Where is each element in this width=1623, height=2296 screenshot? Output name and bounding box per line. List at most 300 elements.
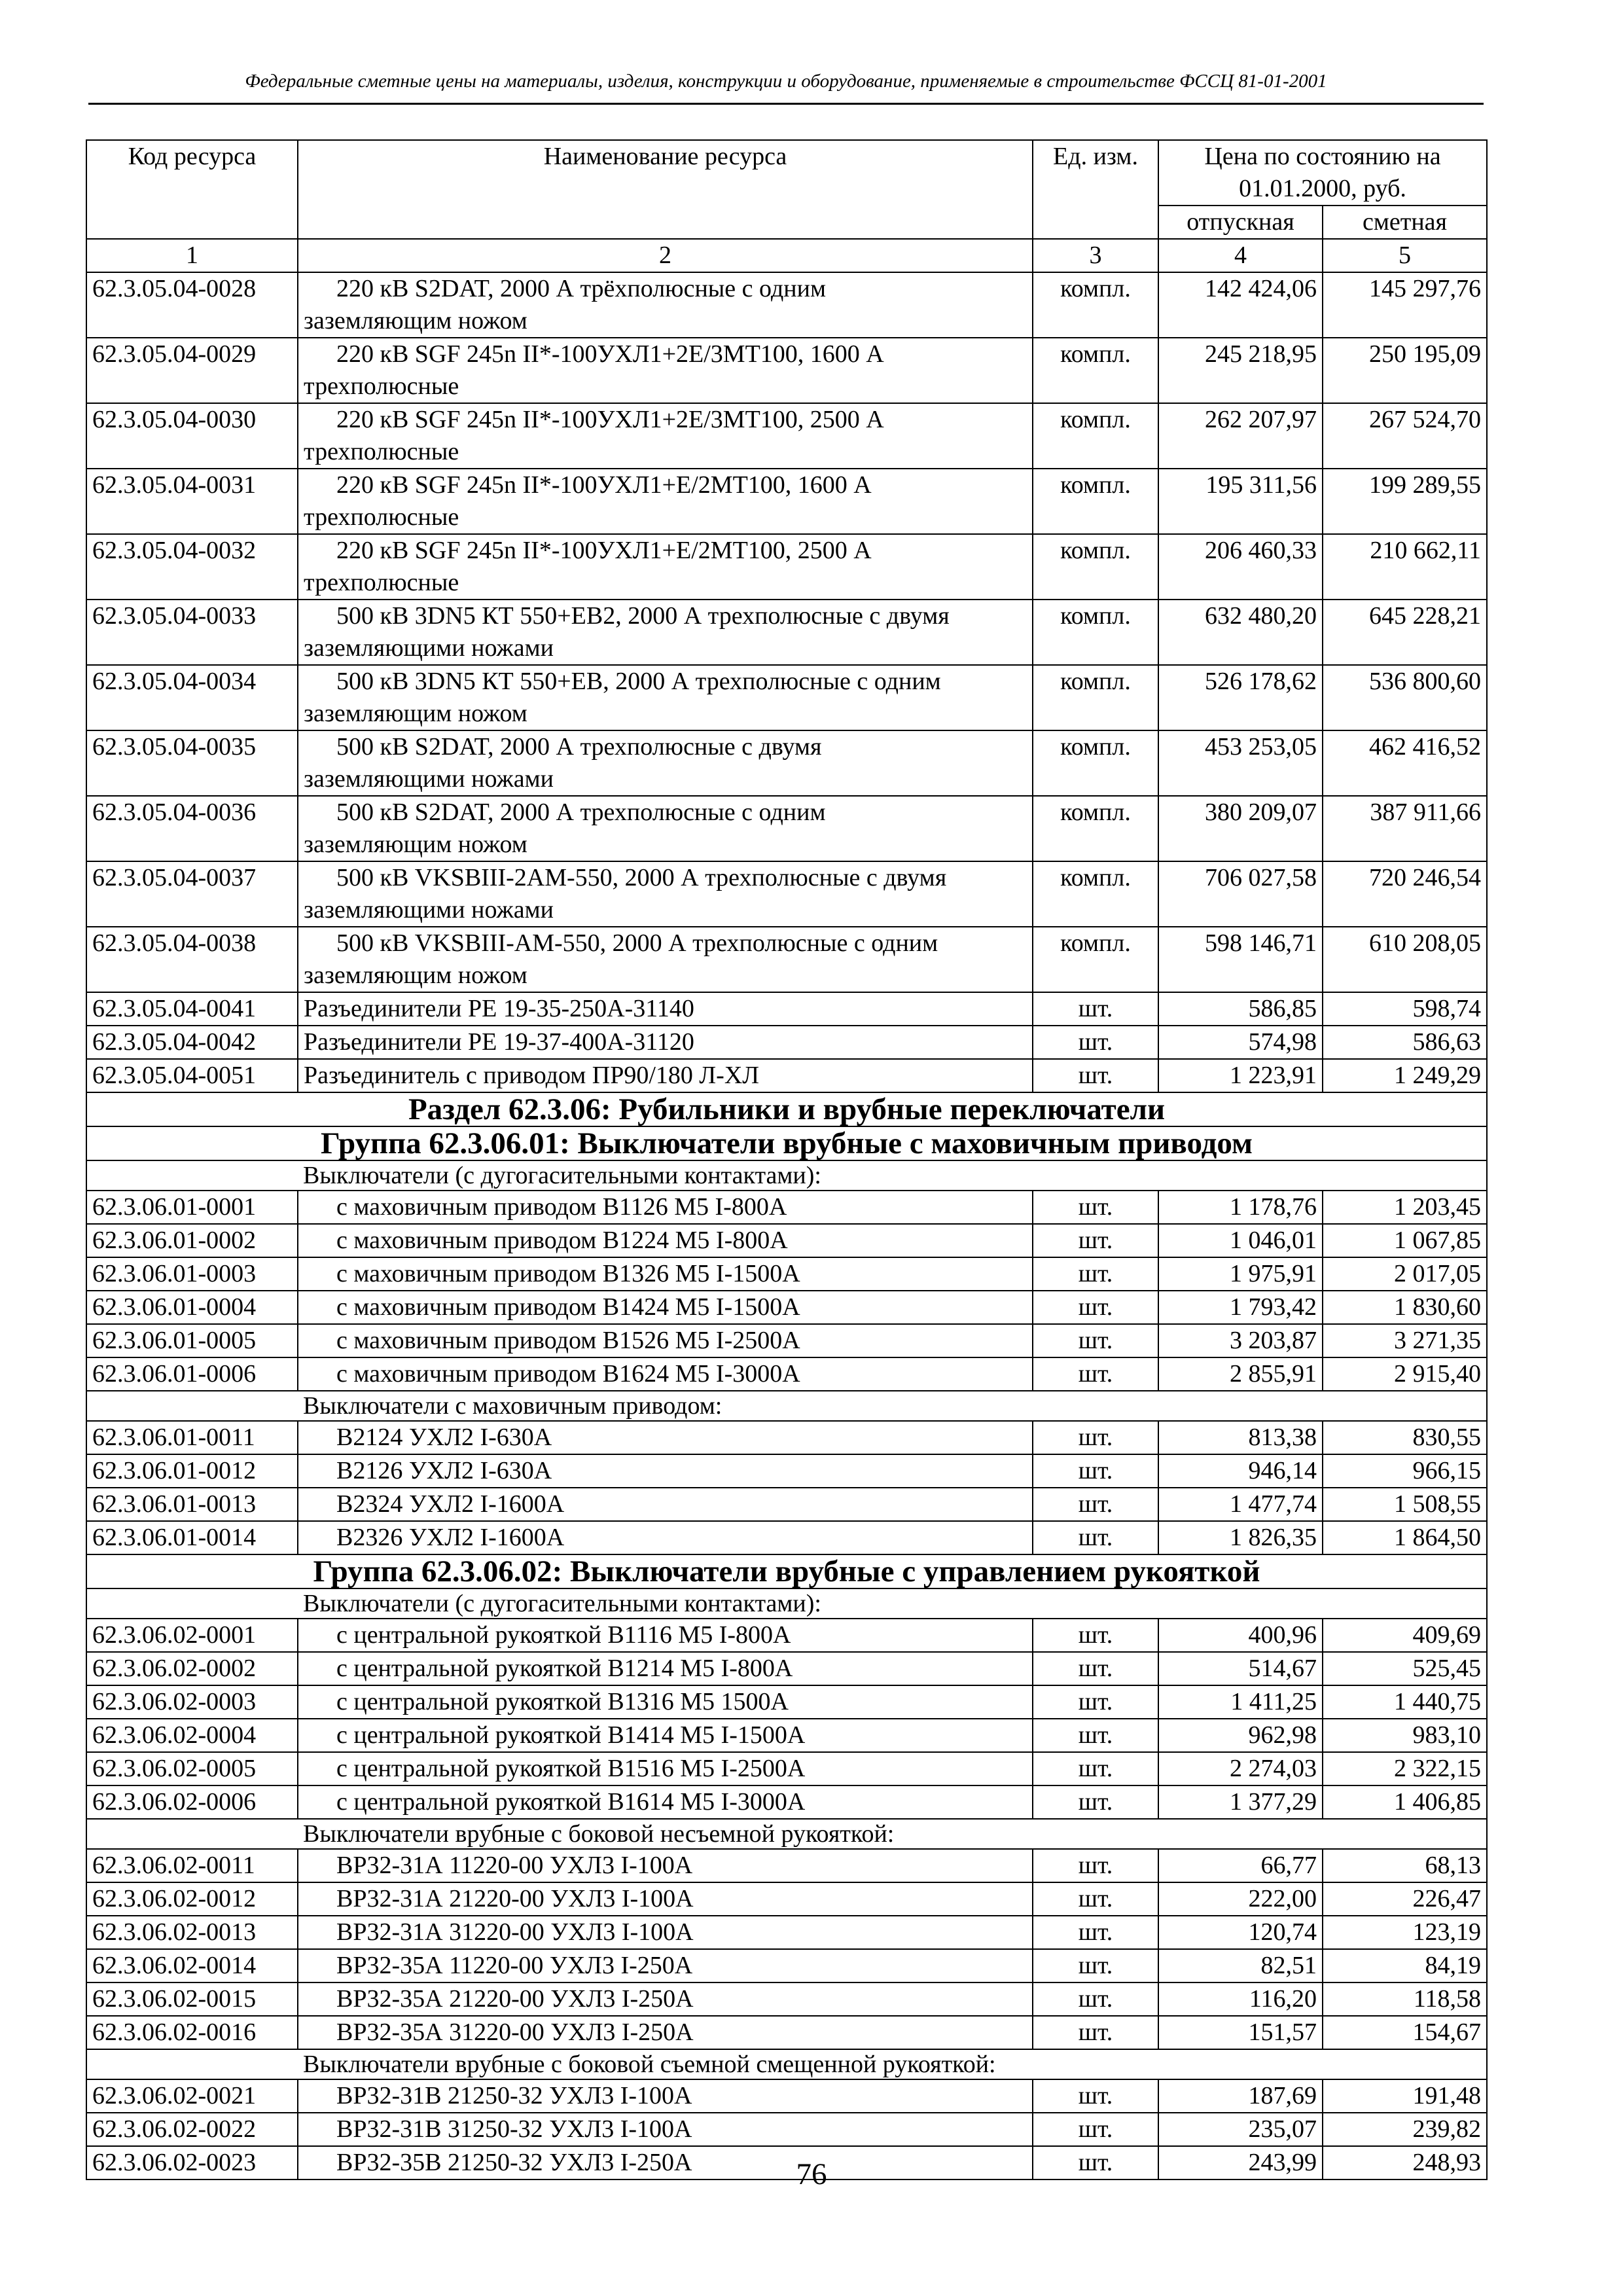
resource-name <box>298 796 1033 861</box>
table-row <box>86 2113 1487 2146</box>
unit-of-measure: шт. <box>1033 1882 1158 1916</box>
unit-of-measure: шт. <box>1033 2079 1158 2113</box>
unit-of-measure: шт. <box>1033 1916 1158 1949</box>
estimate-price: 1 203,45 <box>1323 1191 1487 1224</box>
col-number-5: 5 <box>1323 239 1487 272</box>
resource-code: 62.3.06.02-0002 <box>86 1652 298 1685</box>
resource-name-line2: заземляющими ножами <box>304 765 554 793</box>
unit-of-measure: шт. <box>1033 1026 1158 1059</box>
resource-name-text: Разъединители РЕ 19-37-400А-31120 <box>304 1028 694 1056</box>
resource-name-line2: заземляющим ножом <box>304 831 527 858</box>
col-header-estimate: сметная <box>1323 206 1487 239</box>
resource-code: 62.3.05.04-0034 <box>86 665 298 730</box>
unit-of-measure: шт. <box>1033 992 1158 1026</box>
resource-name-line1: 500 кВ S2DAT, 2000 А трехполюсные с двумя <box>336 733 822 761</box>
table-row <box>86 1521 1487 1554</box>
release-price: 222,00 <box>1158 1882 1323 1916</box>
release-price: 946,14 <box>1158 1454 1323 1488</box>
resource-name <box>298 1191 1033 1224</box>
unit-of-measure: шт. <box>1033 1257 1158 1291</box>
table-row <box>86 1357 1487 1391</box>
table-row <box>86 992 1487 1026</box>
resource-name <box>298 534 1033 600</box>
resource-name <box>298 1324 1033 1357</box>
table-row <box>86 272 1487 338</box>
col-header-unit: Ед. изм. <box>1033 140 1158 239</box>
resource-name-text: ВР32-35А 21220-00 УХЛ3 I-250А <box>336 1985 694 2013</box>
resource-code: 62.3.06.02-0012 <box>86 1882 298 1916</box>
table-row <box>86 1685 1487 1719</box>
resource-code: 62.3.05.04-0028 <box>86 272 298 338</box>
subgroup-heading: Выключатели с маховичным приводом: <box>86 1391 1487 1421</box>
unit-of-measure: шт. <box>1033 1291 1158 1324</box>
resource-code: 62.3.05.04-0037 <box>86 861 298 927</box>
unit-of-measure: компл. <box>1033 861 1158 927</box>
unit-of-measure: шт. <box>1033 2146 1158 2179</box>
unit-of-measure: шт. <box>1033 1521 1158 1554</box>
estimate-price: 1 249,29 <box>1323 1059 1487 1092</box>
estimate-price: 239,82 <box>1323 2113 1487 2146</box>
estimate-price: 210 662,11 <box>1323 534 1487 600</box>
resource-name-text: Разъединитель с приводом ПР90/180 Л-ХЛ <box>304 1062 760 1089</box>
release-price: 380 209,07 <box>1158 796 1323 861</box>
resource-name-line2: заземляющим ножом <box>304 961 527 989</box>
resource-code: 62.3.05.04-0030 <box>86 403 298 469</box>
resource-name <box>298 1916 1033 1949</box>
table-row <box>86 730 1487 796</box>
subgroup-heading-row <box>86 1588 1487 1619</box>
header-rule <box>88 103 1484 105</box>
resource-code: 62.3.05.04-0029 <box>86 338 298 403</box>
release-price: 235,07 <box>1158 2113 1323 2146</box>
col-number-1: 1 <box>86 239 298 272</box>
release-price: 116,20 <box>1158 1982 1323 2016</box>
estimate-price: 610 208,05 <box>1323 927 1487 992</box>
table-row <box>86 665 1487 730</box>
resource-name <box>298 1752 1033 1785</box>
table-row <box>86 1454 1487 1488</box>
unit-of-measure: шт. <box>1033 1849 1158 1882</box>
resource-name-line2: трехполюсные <box>304 503 459 531</box>
resource-code: 62.3.06.02-0011 <box>86 1849 298 1882</box>
resource-name-text: с маховичным приводом В1424 М5 I-1500А <box>336 1293 800 1321</box>
release-price: 1 826,35 <box>1158 1521 1323 1554</box>
unit-of-measure: компл. <box>1033 469 1158 534</box>
resource-name-line2: заземляющими ножами <box>304 896 554 924</box>
estimate-price: 536 800,60 <box>1323 665 1487 730</box>
running-header: Федеральные сметные цены на материалы, изделия, конструкции и оборудование, применяемые в строительстве ФССЦ 81-01-2001 <box>245 71 1327 92</box>
unit-of-measure: компл. <box>1033 534 1158 600</box>
resource-name-line2: трехполюсные <box>304 438 459 465</box>
resource-name <box>298 1224 1033 1257</box>
resource-name-line2: заземляющим ножом <box>304 700 527 727</box>
estimate-price: 1 406,85 <box>1323 1785 1487 1819</box>
release-price: 245 218,95 <box>1158 338 1323 403</box>
table-row <box>86 338 1487 403</box>
table-row <box>86 2079 1487 2113</box>
resource-code: 62.3.06.02-0022 <box>86 2113 298 2146</box>
resource-name-text: ВР32-35А 31220-00 УХЛ3 I-250А <box>336 2018 694 2046</box>
resource-name <box>298 927 1033 992</box>
estimate-price: 154,67 <box>1323 2016 1487 2049</box>
release-price: 586,85 <box>1158 992 1323 1026</box>
resource-name-text: с маховичным приводом В1224 М5 I-800А <box>336 1227 788 1254</box>
resource-name-text: ВР32-31В 21250-32 УХЛ3 I-100А <box>336 2082 692 2109</box>
resource-name <box>298 1949 1033 1982</box>
unit-of-measure: шт. <box>1033 1652 1158 1685</box>
resource-name-line1: 500 кВ VKSBIII-2AM-550, 2000 А трехполюсные с двумя <box>336 864 947 891</box>
resource-code: 62.3.06.01-0004 <box>86 1291 298 1324</box>
resource-name-text: с маховичным приводом В1326 М5 I-1500А <box>336 1260 800 1287</box>
estimate-price: 3 271,35 <box>1323 1324 1487 1357</box>
resource-name <box>298 861 1033 927</box>
resource-code: 62.3.05.04-0033 <box>86 600 298 665</box>
release-price: 962,98 <box>1158 1719 1323 1752</box>
table-body <box>86 272 1487 2179</box>
resource-code: 62.3.06.02-0001 <box>86 1619 298 1652</box>
resource-name-text: Разъединители РЕ 19-35-250А-31140 <box>304 995 694 1022</box>
release-price: 82,51 <box>1158 1949 1323 1982</box>
table-row <box>86 1949 1487 1982</box>
release-price: 2 855,91 <box>1158 1357 1323 1391</box>
release-price: 632 480,20 <box>1158 600 1323 665</box>
subgroup-heading: Выключатели (с дугогасительными контактами): <box>86 1588 1487 1619</box>
table-row <box>86 600 1487 665</box>
resource-name <box>298 1026 1033 1059</box>
release-price: 813,38 <box>1158 1421 1323 1454</box>
price-group-line2: 01.01.2000, руб. <box>1239 175 1406 202</box>
resource-code: 62.3.06.02-0013 <box>86 1916 298 1949</box>
estimate-price: 1 864,50 <box>1323 1521 1487 1554</box>
resource-code: 62.3.06.02-0016 <box>86 2016 298 2049</box>
resource-name <box>298 2113 1033 2146</box>
resource-name-text: с центральной рукояткой В1116 М5 I-800А <box>336 1621 791 1649</box>
release-price: 1 793,42 <box>1158 1291 1323 1324</box>
resource-name <box>298 2079 1033 2113</box>
table-row <box>86 1421 1487 1454</box>
resource-name-text: ВР32-35В 21250-32 УХЛ3 I-250А <box>336 2149 692 2176</box>
resource-name <box>298 665 1033 730</box>
unit-of-measure: компл. <box>1033 600 1158 665</box>
resource-name-line2: заземляющим ножом <box>304 307 527 334</box>
col-header-release: отпускная <box>1158 206 1323 239</box>
resource-name <box>298 1719 1033 1752</box>
release-price: 706 027,58 <box>1158 861 1323 927</box>
unit-of-measure: компл. <box>1033 665 1158 730</box>
resource-code: 62.3.05.04-0051 <box>86 1059 298 1092</box>
resource-code: 62.3.06.01-0014 <box>86 1521 298 1554</box>
release-price: 120,74 <box>1158 1916 1323 1949</box>
resource-name-line1: 500 кВ 3DN5 КТ 550+ЕВ2, 2000 А трехполюсные с двумя <box>336 602 950 630</box>
estimate-price: 387 911,66 <box>1323 796 1487 861</box>
resource-name <box>298 2016 1033 2049</box>
unit-of-measure: шт. <box>1033 1454 1158 1488</box>
release-price: 206 460,33 <box>1158 534 1323 600</box>
unit-of-measure: шт. <box>1033 1191 1158 1224</box>
resource-name-text: ВР32-31А 31220-00 УХЛ3 I-100А <box>336 1918 694 1946</box>
page-number: 76 <box>796 2157 827 2191</box>
unit-of-measure: шт. <box>1033 1982 1158 2016</box>
estimate-price: 68,13 <box>1323 1849 1487 1882</box>
resource-name <box>298 1291 1033 1324</box>
section-heading-row <box>86 1092 1487 1126</box>
subgroup-heading: Выключатели врубные с боковой несъемной рукояткой: <box>86 1819 1487 1849</box>
resource-name-line1: 220 кВ SGF 245n II*-100УХЛ1+Е/2МТ100, 1600 А <box>336 471 872 499</box>
table-row <box>86 796 1487 861</box>
unit-of-measure: шт. <box>1033 1949 1158 1982</box>
resource-name <box>298 1849 1033 1882</box>
resource-code: 62.3.05.04-0032 <box>86 534 298 600</box>
estimate-price: 2 017,05 <box>1323 1257 1487 1291</box>
resource-code: 62.3.05.04-0036 <box>86 796 298 861</box>
subgroup-heading: Выключатели врубные с боковой съемной смещенной рукояткой: <box>86 2049 1487 2079</box>
resource-name <box>298 1421 1033 1454</box>
resource-code: 62.3.05.04-0042 <box>86 1026 298 1059</box>
estimate-price: 586,63 <box>1323 1026 1487 1059</box>
table-row <box>86 1488 1487 1521</box>
table-row <box>86 469 1487 534</box>
resource-code: 62.3.06.02-0003 <box>86 1685 298 1719</box>
estimate-price: 830,55 <box>1323 1421 1487 1454</box>
table-row <box>86 927 1487 992</box>
col-header-name: Наименование ресурса <box>298 140 1033 239</box>
release-price: 3 203,87 <box>1158 1324 1323 1357</box>
release-price: 598 146,71 <box>1158 927 1323 992</box>
release-price: 2 274,03 <box>1158 1752 1323 1785</box>
resource-name-text: В2326 УХЛ2 I-1600А <box>336 1524 565 1551</box>
estimate-price: 525,45 <box>1323 1652 1487 1685</box>
resource-name <box>298 338 1033 403</box>
resource-name <box>298 730 1033 796</box>
unit-of-measure: компл. <box>1033 730 1158 796</box>
estimate-price: 2 322,15 <box>1323 1752 1487 1785</box>
resource-name <box>298 1652 1033 1685</box>
resource-name <box>298 1521 1033 1554</box>
resource-name <box>298 469 1033 534</box>
estimate-price: 966,15 <box>1323 1454 1487 1488</box>
release-price: 1 477,74 <box>1158 1488 1323 1521</box>
estimate-price: 1 508,55 <box>1323 1488 1487 1521</box>
estimate-price: 267 524,70 <box>1323 403 1487 469</box>
resource-code: 62.3.06.02-0021 <box>86 2079 298 2113</box>
estimate-price: 1 067,85 <box>1323 1224 1487 1257</box>
resource-name-line1: 220 кВ SGF 245n II*-100УХЛ1+Е/2МТ100, 2500 А <box>336 537 872 564</box>
resource-name-text: с центральной рукояткой В1316 М5 1500А <box>336 1688 789 1715</box>
release-price: 243,99 <box>1158 2146 1323 2179</box>
resource-name <box>298 1882 1033 1916</box>
resource-name <box>298 1059 1033 1092</box>
table-row <box>86 1257 1487 1291</box>
resource-name-text: с центральной рукояткой В1414 М5 I-1500А <box>336 1721 806 1749</box>
estimate-price: 645 228,21 <box>1323 600 1487 665</box>
resource-name-line1: 220 кВ SGF 245n II*-100УХЛ1+2Е/3МТ100, 1600 А <box>336 340 884 368</box>
price-table <box>86 139 1488 2180</box>
resource-name-text: с маховичным приводом В1126 М5 I-800А <box>336 1193 787 1221</box>
estimate-price: 2 915,40 <box>1323 1357 1487 1391</box>
table-row <box>86 534 1487 600</box>
resource-name-line1: 500 кВ 3DN5 КТ 550+ЕВ, 2000 А трехполюсные с одним <box>336 668 941 695</box>
table-row <box>86 1291 1487 1324</box>
release-price: 400,96 <box>1158 1619 1323 1652</box>
release-price: 1 411,25 <box>1158 1685 1323 1719</box>
table-row <box>86 1785 1487 1819</box>
resource-name <box>298 1257 1033 1291</box>
release-price: 514,67 <box>1158 1652 1323 1685</box>
unit-of-measure: компл. <box>1033 403 1158 469</box>
resource-name-line1: 220 кВ SGF 245n II*-100УХЛ1+2Е/3МТ100, 2500 А <box>336 406 884 433</box>
unit-of-measure: шт. <box>1033 1685 1158 1719</box>
unit-of-measure: шт. <box>1033 1719 1158 1752</box>
estimate-price: 983,10 <box>1323 1719 1487 1752</box>
resource-code: 62.3.05.04-0038 <box>86 927 298 992</box>
release-price: 453 253,05 <box>1158 730 1323 796</box>
estimate-price: 199 289,55 <box>1323 469 1487 534</box>
subgroup-heading-row <box>86 1391 1487 1421</box>
unit-of-measure: компл. <box>1033 796 1158 861</box>
unit-of-measure: компл. <box>1033 272 1158 338</box>
resource-name-text: В2124 УХЛ2 I-630А <box>336 1424 552 1451</box>
price-group-line1: Цена по состоянию на <box>1204 143 1441 170</box>
unit-of-measure: шт. <box>1033 1357 1158 1391</box>
col-header-price-group <box>1158 140 1487 206</box>
table-row <box>86 1191 1487 1224</box>
section-heading-row <box>86 1554 1487 1588</box>
resource-code: 62.3.05.04-0035 <box>86 730 298 796</box>
table-row <box>86 1752 1487 1785</box>
table-row <box>86 1652 1487 1685</box>
resource-name-text: ВР32-31А 11220-00 УХЛ3 I-100А <box>336 1852 693 1879</box>
resource-name <box>298 1685 1033 1719</box>
resource-code: 62.3.06.01-0012 <box>86 1454 298 1488</box>
resource-name <box>298 403 1033 469</box>
resource-name-text: с маховичным приводом В1526 М5 I-2500А <box>336 1327 800 1354</box>
section-heading: Группа 62.3.06.01: Выключатели врубные с маховичным приводом <box>86 1126 1487 1160</box>
table-row <box>86 1224 1487 1257</box>
release-price: 151,57 <box>1158 2016 1323 2049</box>
resource-name-text: В2324 УХЛ2 I-1600А <box>336 1490 565 1518</box>
subgroup-heading-row <box>86 1160 1487 1191</box>
col-number-3: 3 <box>1033 239 1158 272</box>
release-price: 66,77 <box>1158 1849 1323 1882</box>
section-heading-row <box>86 1126 1487 1160</box>
estimate-price: 1 830,60 <box>1323 1291 1487 1324</box>
resource-code: 62.3.06.01-0006 <box>86 1357 298 1391</box>
release-price: 262 207,97 <box>1158 403 1323 469</box>
resource-code: 62.3.06.01-0013 <box>86 1488 298 1521</box>
resource-code: 62.3.06.01-0001 <box>86 1191 298 1224</box>
subgroup-heading: Выключатели (с дугогасительными контактами): <box>86 1160 1487 1191</box>
resource-name <box>298 272 1033 338</box>
subgroup-heading-row <box>86 1819 1487 1849</box>
resource-code: 62.3.06.02-0015 <box>86 1982 298 2016</box>
resource-code: 62.3.06.01-0002 <box>86 1224 298 1257</box>
release-price: 187,69 <box>1158 2079 1323 2113</box>
estimate-price: 123,19 <box>1323 1916 1487 1949</box>
resource-name-text: с маховичным приводом В1624 М5 I-3000А <box>336 1360 800 1388</box>
resource-code: 62.3.05.04-0031 <box>86 469 298 534</box>
resource-name-text: ВР32-31В 31250-32 УХЛ3 I-100А <box>336 2115 692 2143</box>
release-price: 1 975,91 <box>1158 1257 1323 1291</box>
section-heading: Группа 62.3.06.02: Выключатели врубные с управлением рукояткой <box>86 1554 1487 1588</box>
resource-code: 62.3.06.01-0005 <box>86 1324 298 1357</box>
estimate-price: 145 297,76 <box>1323 272 1487 338</box>
table-row <box>86 403 1487 469</box>
table-row <box>86 1982 1487 2016</box>
unit-of-measure: шт. <box>1033 1619 1158 1652</box>
resource-code: 62.3.06.02-0006 <box>86 1785 298 1819</box>
resource-code: 62.3.06.02-0014 <box>86 1949 298 1982</box>
unit-of-measure: шт. <box>1033 1488 1158 1521</box>
estimate-price: 248,93 <box>1323 2146 1487 2179</box>
unit-of-measure: шт. <box>1033 1785 1158 1819</box>
resource-name-text: с центральной рукояткой В1516 М5 I-2500А <box>336 1755 806 1782</box>
resource-name-text: ВР32-31А 21220-00 УХЛ3 I-100А <box>336 1885 694 1912</box>
resource-name <box>298 1488 1033 1521</box>
estimate-price: 720 246,54 <box>1323 861 1487 927</box>
release-price: 526 178,62 <box>1158 665 1323 730</box>
release-price: 195 311,56 <box>1158 469 1323 534</box>
table-row <box>86 1026 1487 1059</box>
table-row <box>86 2016 1487 2049</box>
unit-of-measure: шт. <box>1033 1224 1158 1257</box>
estimate-price: 118,58 <box>1323 1982 1487 2016</box>
subgroup-heading-row <box>86 2049 1487 2079</box>
table-row <box>86 1059 1487 1092</box>
col-number-2: 2 <box>298 239 1033 272</box>
table-row <box>86 1916 1487 1949</box>
unit-of-measure: шт. <box>1033 1059 1158 1092</box>
resource-name <box>298 1982 1033 2016</box>
unit-of-measure: шт. <box>1033 1421 1158 1454</box>
resource-name-line2: заземляющими ножами <box>304 634 554 662</box>
resource-code: 62.3.06.01-0011 <box>86 1421 298 1454</box>
estimate-price: 226,47 <box>1323 1882 1487 1916</box>
estimate-price: 1 440,75 <box>1323 1685 1487 1719</box>
resource-name-text: с центральной рукояткой В1214 М5 I-800А <box>336 1655 793 1682</box>
estimate-price: 598,74 <box>1323 992 1487 1026</box>
unit-of-measure: шт. <box>1033 1752 1158 1785</box>
resource-name <box>298 1785 1033 1819</box>
resource-code: 62.3.06.02-0005 <box>86 1752 298 1785</box>
unit-of-measure: шт. <box>1033 1324 1158 1357</box>
resource-name-line1: 500 кВ S2DAT, 2000 А трехполюсные с одним <box>336 798 826 826</box>
release-price: 1 223,91 <box>1158 1059 1323 1092</box>
table-row <box>86 1882 1487 1916</box>
resource-code: 62.3.06.02-0004 <box>86 1719 298 1752</box>
resource-code: 62.3.06.01-0003 <box>86 1257 298 1291</box>
release-price: 574,98 <box>1158 1026 1323 1059</box>
table-row <box>86 1619 1487 1652</box>
resource-name-line2: трехполюсные <box>304 569 459 596</box>
resource-name-text: В2126 УХЛ2 I-630А <box>336 1457 552 1484</box>
resource-name <box>298 992 1033 1026</box>
estimate-price: 462 416,52 <box>1323 730 1487 796</box>
resource-name-line1: 220 кВ S2DAT, 2000 А трёхполюсные с одним <box>336 275 826 302</box>
resource-code: 62.3.05.04-0041 <box>86 992 298 1026</box>
resource-name-text: с центральной рукояткой В1614 М5 I-3000А <box>336 1788 806 1816</box>
table-row <box>86 1719 1487 1752</box>
col-number-4: 4 <box>1158 239 1323 272</box>
resource-name-text: ВР32-35А 11220-00 УХЛ3 I-250А <box>336 1952 693 1979</box>
release-price: 1 377,29 <box>1158 1785 1323 1819</box>
estimate-price: 84,19 <box>1323 1949 1487 1982</box>
resource-code: 62.3.06.02-0023 <box>86 2146 298 2179</box>
estimate-price: 250 195,09 <box>1323 338 1487 403</box>
unit-of-measure: компл. <box>1033 927 1158 992</box>
section-heading: Раздел 62.3.06: Рубильники и врубные переключатели <box>86 1092 1487 1126</box>
resource-name-line2: трехполюсные <box>304 372 459 400</box>
resource-name <box>298 1357 1033 1391</box>
